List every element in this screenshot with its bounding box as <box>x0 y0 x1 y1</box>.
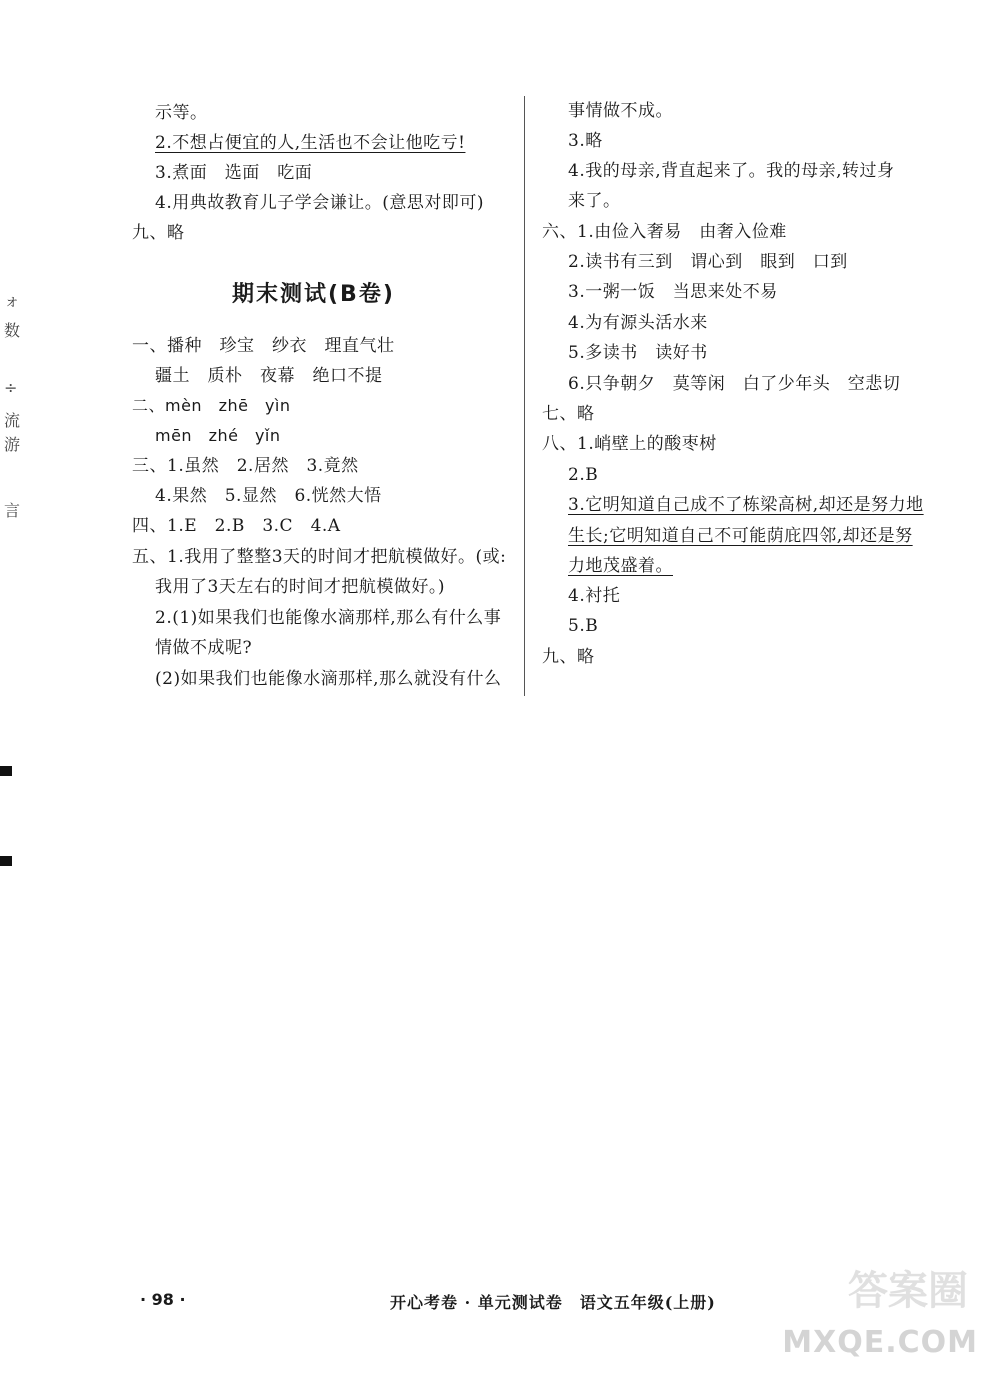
answer-line: 3.一粥一饭 当思来处不易 <box>568 282 778 302</box>
answer-line: 三、1.虽然 2.居然 3.竟然 <box>132 456 359 476</box>
answer-line: 八、1.峭壁上的酸枣树 <box>542 434 717 454</box>
answer-line: 2.读书有三到 谓心到 眼到 口到 <box>568 252 848 272</box>
answer-line: 来了。 <box>568 191 621 211</box>
answer-line: 事情做不成。 <box>568 101 673 121</box>
answer-line: 4.衬托 <box>568 586 621 606</box>
page-number: · 98 · <box>140 1290 186 1309</box>
answer-line: 2.(1)如果我们也能像水滴那样,那么有什么事 <box>155 608 502 628</box>
answer-line: 力地茂盛着。 <box>568 556 673 576</box>
pinyin-line: mēn zhé yǐn <box>155 426 281 445</box>
answer-line: 一、播种 珍宝 纱衣 理直气壮 <box>132 336 395 356</box>
book-title: 开心考卷 · 单元测试卷 语文五年级(上册) <box>390 1293 716 1312</box>
margin-mark: 游 <box>4 435 21 454</box>
margin-mark: 流 <box>4 411 21 430</box>
watermark-cn: 答案圈 <box>848 1268 968 1314</box>
column-divider <box>524 96 525 696</box>
answer-line: 七、略 <box>542 404 595 424</box>
answer-line: 四、1.E 2.B 3.C 4.A <box>132 516 341 536</box>
answer-line: 生长;它明知道自己不可能荫庇四邻,却还是努 <box>568 526 913 546</box>
answer-line: (2)如果我们也能像水滴那样,那么就没有什么 <box>155 669 502 689</box>
margin-mark: ォ <box>4 291 21 310</box>
answer-line: 6.只争朝夕 莫等闲 白了少年头 空悲切 <box>568 374 901 394</box>
answer-line: 示等。 <box>155 103 208 123</box>
answer-line: 3.煮面 选面 吃面 <box>155 163 313 183</box>
answer-line: 情做不成呢? <box>155 638 253 658</box>
answer-line: 5.B <box>568 616 599 636</box>
margin-mark: 言 <box>4 501 21 520</box>
margin-mark: ÷ <box>4 378 18 397</box>
answer-line: 我用了3天左右的时间才把航模做好。) <box>155 577 445 597</box>
answer-line: 疆土 质朴 夜幕 绝口不提 <box>155 366 383 386</box>
answer-line: 5.多读书 读好书 <box>568 343 708 363</box>
answer-line: 4.我的母亲,背直起来了。我的母亲,转过身 <box>568 161 895 181</box>
answer-line: 4.用典故教育儿子学会谦让。(意思对即可) <box>155 193 484 213</box>
answer-line: 六、1.由俭入奢易 由奢入俭难 <box>542 222 787 242</box>
answer-line: 五、1.我用了整整3天的时间才把航模做好。(或: <box>132 547 507 567</box>
answer-line: 九、略 <box>132 223 185 243</box>
answer-line: 4.果然 5.显然 6.恍然大悟 <box>155 486 382 506</box>
answer-line: 2.B <box>568 465 599 485</box>
section-title: 期末测试(B卷) <box>232 282 395 307</box>
watermark-url: MXQE.COM <box>782 1325 978 1360</box>
pinyin-line: 二、mèn zhē yìn <box>132 396 291 415</box>
answer-line: 2.不想占便宜的人,生活也不会让他吃亏! <box>155 133 466 153</box>
answer-line: 3.它明知道自己成不了栋梁高树,却还是努力地 <box>568 495 924 515</box>
watermark-logo <box>782 1258 988 1368</box>
answer-line: 九、略 <box>542 647 595 667</box>
margin-mark: 数 <box>4 321 21 340</box>
margin-block <box>0 766 12 776</box>
answer-line: 3.略 <box>568 131 603 151</box>
answer-line: 4.为有源头活水来 <box>568 313 708 333</box>
margin-block <box>0 856 12 866</box>
